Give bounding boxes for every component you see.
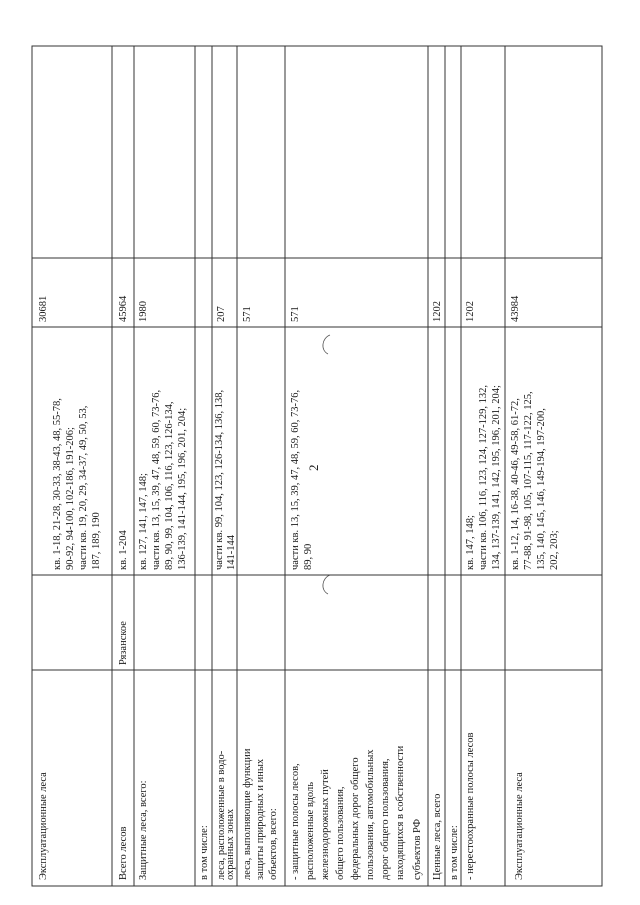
spawning-area: 1202 [465, 301, 476, 322]
strips-category-line: - защитные полосы лесов, [290, 763, 301, 880]
header-quarters-line: 90-92, 94-100, 102-186, 191-206; [65, 427, 76, 570]
strips-category-line: расположенные вдоль [305, 781, 316, 880]
exploitation-quarters-line: кв. 1-12, 14, 16-38, 40-46, 49-58, 61-72, [510, 398, 521, 570]
spawning-quarters-line: кв. 147, 148; [465, 515, 476, 570]
protective-quarters-line: 89, 90, 99, 104, 106, 116, 123, 126-134, [164, 401, 175, 570]
including-label: в том числе: [449, 825, 460, 880]
water-zone-quarters-line: 141-144 [226, 535, 237, 570]
water-zone-category-line: охранных зонах [225, 808, 236, 880]
water-zone-quarters-line: части кв. 99, 104, 123, 126-134, 136, 138, [214, 389, 225, 570]
total-quarters: кв. 1-204 [118, 530, 129, 570]
header-quarters-line: 187, 189, 190 [91, 512, 102, 570]
table-text [38, 295, 560, 881]
protective-area: 1980 [138, 301, 149, 322]
object-protection-category-line: леса, выполняющие функции [242, 748, 253, 880]
strips-category-line: пользования, автомобильных [365, 749, 376, 880]
header-category: Эксплуатационные леса [38, 772, 49, 880]
strips-category-line: субъектов РФ [412, 818, 423, 880]
strips-area: 571 [290, 306, 301, 322]
protective-quarters-line: части кв. 13, 15, 39, 47, 48, 59, 60, 73-76, [151, 389, 162, 570]
exploitation-quarters-line: 135, 140, 145, 146, 149-194, 197-200, [536, 408, 547, 570]
header-area: 30681 [38, 295, 49, 322]
exploitation-quarters-line: 202, 203; [549, 530, 560, 570]
page-number: 2 [306, 464, 321, 471]
object-protection-category-line: объектов, всего: [268, 808, 279, 880]
header-quarters-line: части кв. 19, 20, 29, 34-37, 49, 50, 53, [78, 405, 89, 570]
protective-quarters-line: 136-139, 141-144, 195, 196, 201, 204; [177, 407, 188, 570]
valuable-category: Ценные леса, всего [432, 793, 443, 880]
header-quarters-line: кв. 1-18, 21-28, 30-33, 38-43, 48, 55-78, [52, 398, 63, 570]
water-zone-category-line: леса, расположенные в водо- [216, 750, 227, 880]
binding-hole-top [323, 335, 330, 354]
protective-category: Защитные леса, всего: [138, 780, 149, 880]
exploitation-quarters-line: 77-88, 91-98, 105, 107-115, 117-122, 125, [523, 391, 534, 570]
strips-category-line: железнодорожных путей [320, 769, 331, 880]
object-protection-category-line: защиты природных и иных [255, 758, 266, 880]
strips-quarters-line: 89, 90 [303, 543, 314, 570]
object-protection-area: 571 [242, 306, 253, 322]
spawning-quarters-line: части кв. 106, 116, 123, 124, 127-129, 132, [478, 385, 489, 570]
strips-category-line: находящихся в собственности [395, 745, 406, 880]
valuable-area: 1202 [432, 301, 443, 322]
total-area: 45964 [118, 295, 129, 322]
exploitation-area: 43984 [510, 295, 521, 322]
strips-category-line: общего пользования, [335, 786, 346, 880]
water-zone-area: 207 [216, 306, 227, 322]
spawning-quarters-line: 134, 137-139, 141, 142, 195, 196, 201, 204; [491, 385, 502, 570]
strips-category-line: федеральных дорог общего [350, 757, 361, 880]
exploitation-category: Эксплуатационные леса [514, 772, 525, 880]
strips-category-line: дорог общего пользования, [380, 758, 391, 880]
forestry-name: Рязанское [118, 621, 129, 665]
total-category: Всего лесов [118, 826, 129, 880]
strips-quarters-line: части кв. 13, 15, 39, 47, 48, 59, 60, 73-76, [290, 389, 301, 570]
including-label: в том числе: [199, 825, 210, 880]
spawning-category: - нерестоохранные полосы лесов [465, 732, 476, 880]
binding-hole-bottom [323, 575, 330, 594]
protective-quarters-line: кв. 127, 141, 147, 148; [138, 473, 149, 570]
